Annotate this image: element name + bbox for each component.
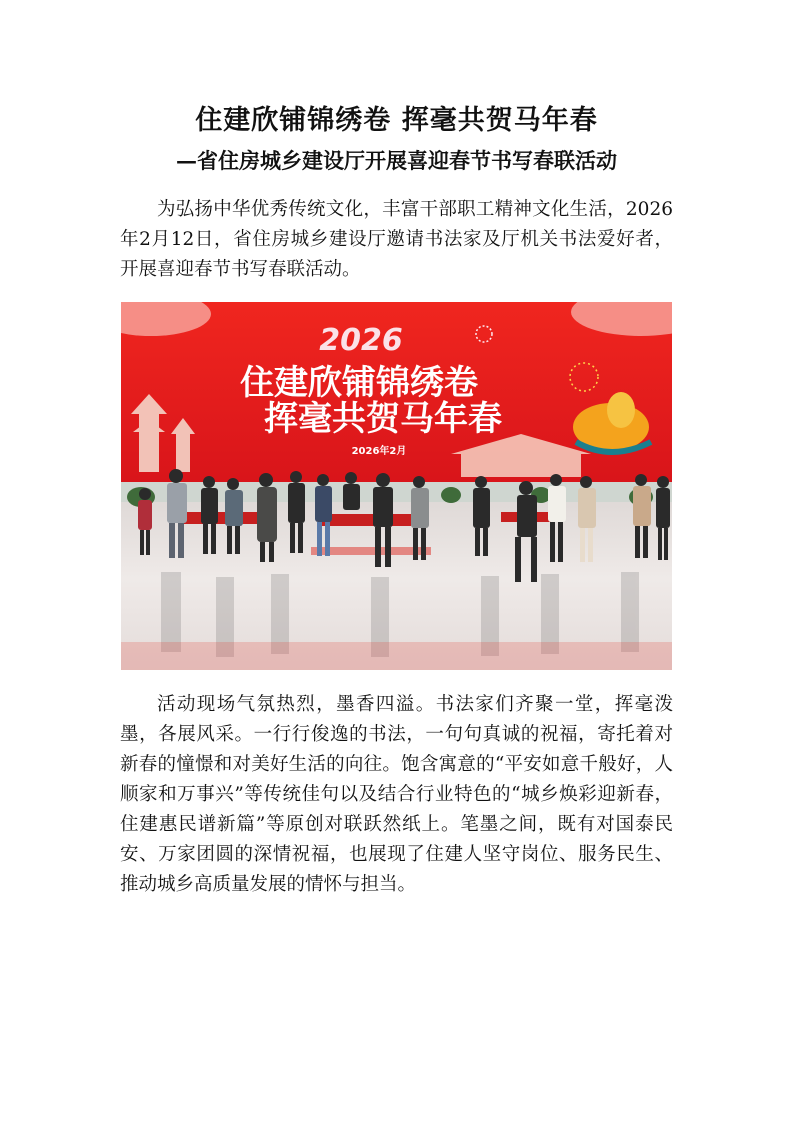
banner-date: 2026年2月 bbox=[351, 446, 407, 457]
paragraph-intro: 为弘扬中华优秀传统文化，丰富干部职工精神文化生活，2026年2月12日，省住房城乡建设厅邀请书法家及厅机关书法爱好者，开展喜迎春节书写春联活动。 bbox=[120, 199, 673, 280]
document-subtitle: —省住房城乡建设厅开展喜迎春节书写春联活动 bbox=[176, 148, 617, 173]
banner-year: 2026 bbox=[319, 323, 403, 358]
document-title: 住建欣铺锦绣卷 挥毫共贺马年春 bbox=[195, 105, 598, 136]
event-photo bbox=[121, 302, 672, 670]
paragraph-activity: 活动现场气氛热烈，墨香四溢。书法家们齐聚一堂，挥毫泼墨，各展风采。一行行俊逸的书法，一句句真诚的祝福，寄托着对新春的憧憬和对美好生活的向往。饱含寓意的“平安如意千般好，人顺家和万事兴”等传统佳句以及结合行业特色的“城乡焕彩迎新春，住建惠民谱新篇”等原创对联跃然纸上。笔墨之间，既有对国泰民安、万家团圆的深情祝福，也展现了住建人坚守岗位、服务民生、推动城乡高质量发展的情怀与担当。 bbox=[120, 694, 673, 895]
banner-line-1: 住建欣铺锦绣卷 bbox=[240, 363, 478, 403]
banner-line-2: 挥毫共贺马年春 bbox=[264, 399, 502, 439]
